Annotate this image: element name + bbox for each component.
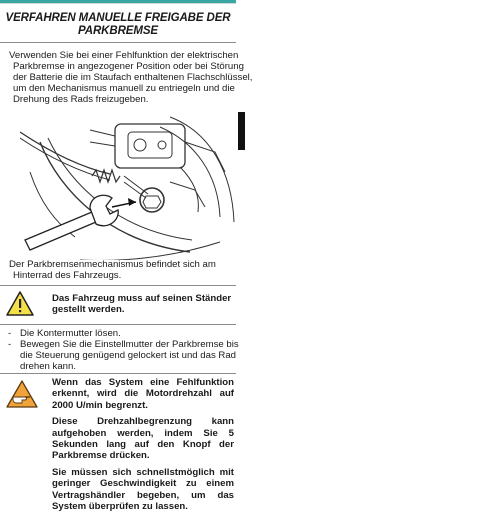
title-line-1: VERFAHREN MANUELLE FREIGABE DER — [5, 12, 231, 24]
step-dash: - — [8, 339, 12, 350]
parking-brake-illustration — [20, 112, 236, 260]
top-rule — [0, 3, 236, 4]
caption-line: Der Parkbremsenmechanismus befindet sich am — [9, 259, 216, 270]
note-paragraph: Sie müssen sich schnellstmöglich mit geringer Geschwindigkeit zu einem Vertragshändler begeben, um das System überprüfen zu lassen. — [52, 466, 234, 513]
warning-triangle-icon — [5, 290, 35, 317]
intro-line: um den Mechanismus manuell zu entriegeln und die — [13, 83, 235, 94]
warning-line: gestellt werden. — [52, 304, 125, 315]
step-item — [8, 339, 242, 372]
note-paragraph: Wenn das System eine Fehlfunktion erkennt, wird die Motordrehzahl auf 2000 U/min begrenzt. — [52, 377, 234, 411]
warning-top-rule — [0, 285, 236, 286]
page-title — [0, 12, 236, 38]
intro-line: Drehung des Rads freizugeben. — [13, 94, 149, 105]
caption-line: Hinterrad des Fahrzeugs. — [13, 270, 122, 281]
warning-bottom-rule — [0, 324, 236, 325]
note-paragraph: Diese Drehzahlbegrenzung kann aufgehoben werden, indem Sie 5 Sekunden lang auf den Knopf der Parkbremse drücken. — [52, 416, 234, 462]
step-text: Die Kontermutter lösen. — [20, 328, 121, 339]
title-divider — [0, 42, 236, 43]
intro-line: der Batterie die im Staufach enthaltenen Flachschlüssel, — [13, 72, 253, 83]
note-top-rule — [0, 373, 236, 374]
section-tab-marker — [238, 112, 245, 150]
title-line-2: PARKBREMSE — [78, 25, 158, 37]
intro-paragraph — [9, 50, 253, 105]
warning-text — [52, 293, 231, 315]
pointing-hand-icon — [5, 379, 39, 409]
step-item — [8, 328, 236, 339]
warning-box — [0, 289, 236, 323]
intro-line: Verwenden Sie bei einer Fehlfunktion der elektrischen — [9, 50, 239, 61]
steps-list — [8, 328, 239, 372]
note-text — [52, 377, 234, 517]
note-box — [0, 377, 236, 513]
figure-caption — [9, 259, 237, 281]
step-dash: - — [8, 328, 12, 339]
warning-line: Das Fahrzeug muss auf seinen Ständer — [52, 293, 232, 304]
step-text: Bewegen Sie die Einstellmutter der Parkbremse bis die Steuerung genügend gelockert ist und das Rad drehen kann. — [20, 339, 239, 372]
intro-line: Parkbremse in angezogener Position oder bei Störung — [13, 61, 244, 72]
